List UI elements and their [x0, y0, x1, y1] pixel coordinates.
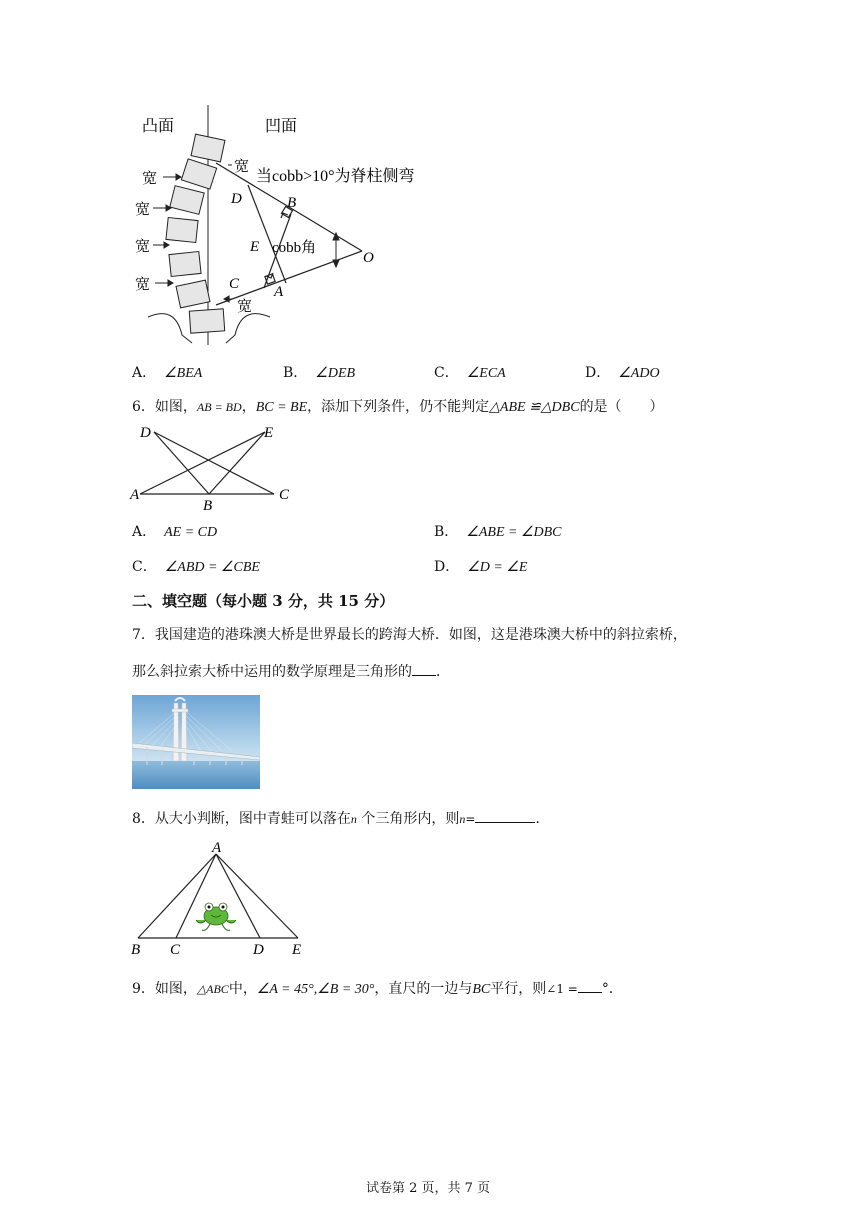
label-wide-2: 宽 [135, 202, 151, 218]
svg-text:A: A [274, 284, 284, 300]
label-wide-1: 宽 [142, 171, 158, 187]
svg-text:B: B [203, 498, 213, 514]
q5-option-d[interactable]: D． ∠ADO [585, 365, 660, 381]
svg-text:C: C [229, 276, 240, 292]
label-wide-5: 宽 [234, 159, 250, 175]
note-cobb: 当cobb>10°为脊柱侧弯 [256, 168, 415, 185]
q7-line1: 7．我国建造的港珠澳大桥是世界最长的跨海大桥．如图，这是港珠澳大桥中的斜拉索桥， [132, 627, 687, 643]
svg-text:C: C [170, 942, 181, 958]
q6-option-a[interactable]: A． AE = CD [132, 524, 218, 540]
svg-text:E: E [292, 942, 302, 958]
label-wide-3: 宽 [135, 239, 151, 255]
q7-answer-blank[interactable] [412, 661, 436, 676]
q6-option-d[interactable]: D． ∠D = ∠E [434, 559, 528, 575]
label-wide-6: 宽 [237, 299, 253, 315]
svg-text:D: D [231, 191, 242, 207]
q9-answer-blank[interactable] [578, 978, 602, 993]
q8-answer-blank[interactable] [475, 808, 535, 823]
q6-figure [128, 420, 303, 515]
q6-option-b[interactable]: B． ∠ABE = ∠DBC [434, 524, 562, 540]
angle-label: cobb角 [272, 240, 317, 256]
svg-text:A: A [212, 840, 222, 856]
svg-text:C: C [279, 487, 290, 503]
svg-text:D: D [140, 425, 151, 441]
section-title: 二、填空题（每小题 3 分，共 15 分） [132, 592, 395, 610]
q6-option-c[interactable]: C． ∠ABD = ∠CBE [132, 559, 260, 575]
svg-text:E: E [250, 239, 260, 255]
q5-spine-figure [130, 105, 450, 355]
label-convex: 凸面 [142, 118, 175, 135]
svg-text:E: E [264, 425, 274, 441]
q5-option-b[interactable]: B． ∠DEB [283, 365, 356, 381]
q5-option-a[interactable]: A． ∠BEA [132, 365, 203, 381]
q6-stem: 6．如图，AB = BD，BC = BE，添加下列条件，仍不能判定△ABE ≌△DBC的是（ ） [132, 399, 664, 415]
q5-option-c[interactable]: C． ∠ECA [434, 365, 506, 381]
svg-text:B: B [131, 942, 141, 958]
svg-text:O: O [363, 250, 374, 266]
q8-figure [128, 840, 313, 960]
svg-text:A: A [130, 487, 140, 503]
page-footer: 试卷第 2 页，共 7 页 [366, 1181, 491, 1196]
q9-stem: 9．如图，△ABC中，∠A = 45°,∠B = 30°，直尺的一边与BC平行，则∠1 = °． [132, 978, 623, 999]
bridge-photo [132, 695, 260, 789]
q7-line2: 那么斜拉索大桥中运用的数学原理是三角形的 ． [132, 661, 450, 681]
svg-text:D: D [253, 942, 264, 958]
label-concave: 凹面 [265, 118, 298, 135]
label-wide-4: 宽 [135, 277, 151, 293]
frog-icon [196, 903, 236, 930]
svg-text:B: B [287, 195, 297, 211]
q8-stem: 8．从大小判断，图中青蛙可以落在n 个三角形内，则n= ． [132, 808, 549, 828]
